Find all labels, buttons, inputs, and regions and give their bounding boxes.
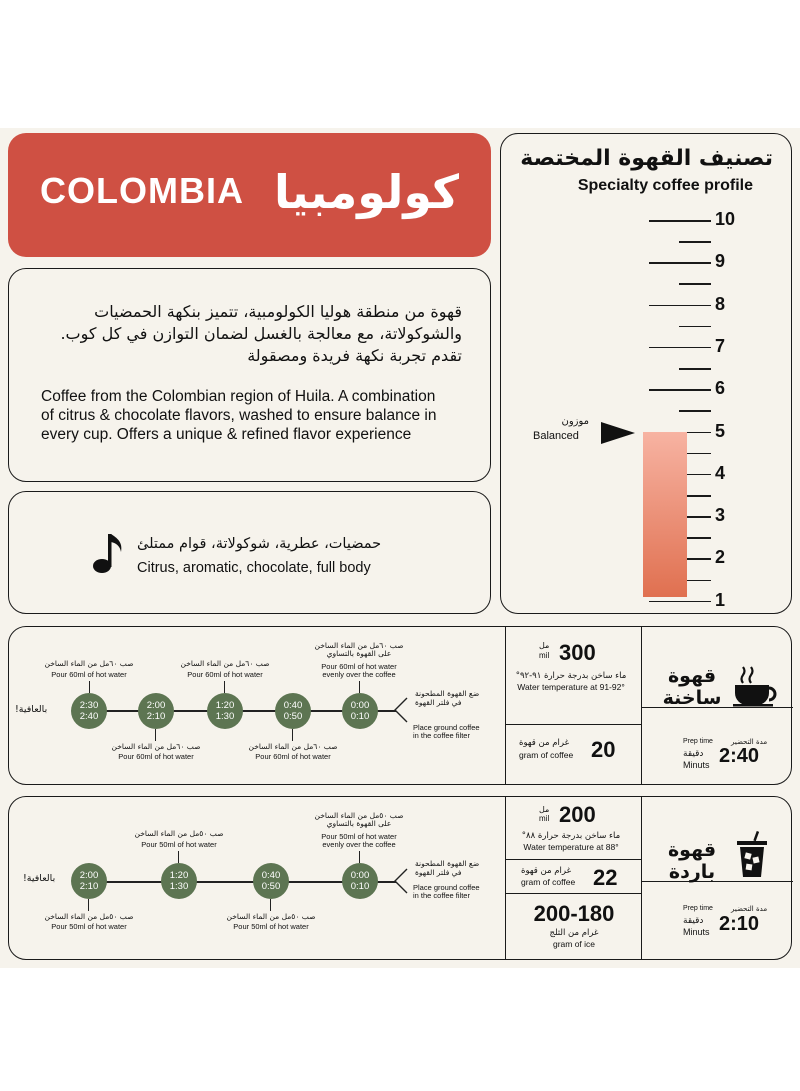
cold-top2-en: Pour 50ml of hot water [141,840,217,849]
scale-minor-tick [679,410,711,412]
hot-start-en-1: Place ground coffee [413,723,480,732]
cold-water-temp-en: Water temperature at 88° [523,842,619,852]
scale-major-tick [649,389,711,391]
divider [641,627,642,784]
cold-bot2-en: Pour 50ml of hot water [51,922,127,931]
scale-major-tick [649,220,711,222]
scale-label: 7 [715,335,726,356]
cold-coffee-en: gram of coffee [521,877,576,887]
cold-coffee-ar: غرام من قهوة [521,866,572,876]
hot-coffee-en: gram of coffee [519,750,574,760]
hot-top1-en-1: Pour 60ml of hot water [321,662,397,671]
cold-time-unit-en: Minuts [683,927,710,937]
stem [292,729,293,741]
flavor-notes-panel [8,491,491,614]
cold-water-amount: 200 [559,802,596,827]
hot-node-1: 0:00 0:10 [342,693,378,729]
scale-major-tick [649,347,711,349]
cold-time-unit-ar: دقيقة [683,916,704,926]
hot-node-4: 2:00 2:10 [138,693,174,729]
scale-label: 10 [715,209,736,229]
hot-top3-en: Pour 60ml of hot water [51,670,127,679]
scale-label: 3 [715,505,726,526]
cold-water-temp-ar: ماء ساخن بدرجة حرارة ٨٨° [521,831,621,841]
marker-label-english: Balanced [533,429,579,442]
cold-ice-ar: غرام من الثلج [549,928,599,938]
hot-water-temp-ar: ماء ساخن بدرجة حرارة ٩١-٩٢° [515,671,627,681]
hot-title-arabic-2: ساخنة [662,687,722,709]
hot-coffee-amount: 20 [591,737,616,762]
pointer-arrow-icon [601,422,637,444]
cold-bot1-ar: صب ٥٠مل من الماء الساخن [226,912,316,921]
scale-minor-tick [679,326,711,328]
hot-top1-ar-1: صب ٦٠مل من الماء الساخن [314,641,404,650]
cold-top1-en-2: evenly over the coffee [322,840,396,849]
profile-level-bar [643,432,687,597]
hot-node-2: 0:40 0:50 [275,693,311,729]
divider [505,859,641,860]
hot-top1-ar-2: على القهوة بالتساوي [326,649,392,658]
cold-prep-en: Prep time [683,905,713,912]
scale-minor-tick [679,241,711,243]
scale-label: 5 [715,420,726,441]
hot-node-5: 2:30 2:40 [71,693,107,729]
hot-prep-time: 2:40 [719,745,760,767]
hot-top2-en: Pour 60ml of hot water [187,670,263,679]
description-english-2: of citrus & chocolate flavors, washed to ensure balance in [41,407,437,424]
profile-title-english: Specialty coffee profile [577,177,753,194]
hot-end-label: بالعافية! [15,704,48,715]
description-english-3: every cup. Offers a unique & refined flavor experience [41,426,412,443]
stem [359,851,360,863]
cold-start-en-2: in the coffee filter [413,891,470,900]
stem [224,681,225,693]
hot-bot1-en: Pour 60ml of hot water [255,752,331,761]
hot-top1-en-2: evenly over the coffee [322,670,396,679]
cold-water-unit-en: mil [539,814,550,823]
title-arabic: كولومبيا [273,165,459,219]
marker-label-arabic: موزون [561,415,589,427]
cold-node-2: 0:40 0:50 [253,863,289,899]
cold-title-arabic-1: قهوة [667,839,717,861]
hot-prep-en: Prep time [683,738,713,745]
iced-cup-icon [735,831,769,879]
scale-major-tick [649,601,711,603]
hot-time-unit-ar: دقيقة [683,749,704,759]
cold-title-arabic-2: باردة [668,861,716,883]
cold-top2-ar: صب ٥٠مل من الماء الساخن [134,829,224,838]
hot-bot1-ar: صب ٦٠مل من الماء الساخن [248,742,338,751]
cold-water-unit-ar: مل [539,805,550,814]
cold-top1-ar-1: صب ٥٠مل من الماء الساخن [314,811,404,820]
scale-label: 8 [715,293,726,314]
hot-cup-icon [731,665,779,707]
cold-node-1: 0:00 0:10 [342,863,378,899]
scale-minor-tick [679,368,711,370]
flavor-notes-arabic: حمضيات، عطرية، شوكولاتة، قوام ممتلئ [137,536,382,552]
scale-label: 9 [715,251,726,272]
cold-bot1-en: Pour 50ml of hot water [233,922,309,931]
cold-top1-en-1: Pour 50ml of hot water [321,832,397,841]
flavor-notes-english: Citrus, aromatic, chocolate, full body [137,560,371,576]
stem [89,681,90,693]
stem [270,899,271,911]
hot-top2-ar: صب ٦٠مل من الماء الساخن [180,659,270,668]
cold-bot2-ar: صب ٥٠مل من الماء الساخن [44,912,134,921]
cold-prep-ar: مدة التحضير [731,905,768,913]
description-panel [8,268,491,482]
hot-start-ar-2: في فلتر القهوة [415,698,462,707]
stem [155,729,156,741]
cold-start-ar-2: في فلتر القهوة [415,868,462,877]
scale-label: 6 [715,378,726,399]
hot-water-unit-ar: مل [539,641,550,650]
hot-coffee-ar: غرام من قهوة [519,738,570,748]
scale-major-tick [649,305,711,307]
hot-node-3: 1:20 1:30 [207,693,243,729]
profile-panel [500,133,792,614]
hot-water-temp-en: Water temperature at 91-92° [517,682,625,692]
scale-label: 1 [715,589,726,610]
profile-title-arabic: تصنيف القهوة المختصة [520,146,773,171]
cold-ice-en: gram of ice [552,939,596,949]
hot-time-unit-en: Minuts [683,760,710,770]
description-english-1: Coffee from the Colombian region of Huila. A combination [41,388,436,405]
scale-label: 4 [715,462,726,483]
divider [505,893,641,894]
music-note-icon [91,530,127,576]
description-arabic-3: تقدم تجربة نكهة فريدة ومصقولة [247,346,462,365]
cold-coffee-amount: 22 [593,865,618,890]
hot-start-ar-1: ضع القهوة المطحونة [415,689,480,698]
scale-major-tick [649,262,711,264]
description-arabic-2: والشوكولاتة، مع معالجة بالغسل لضمان التوازن في كل كوب. [60,324,462,343]
hot-prep-ar: مدة التحضير [731,738,768,746]
cold-start-en-1: Place ground coffee [413,883,480,892]
stem [88,899,89,911]
cold-start-ar-1: ضع القهوة المطحونة [415,859,480,868]
cold-node-4: 2:00 2:10 [71,863,107,899]
hot-bot2-ar: صب ٦٠مل من الماء الساخن [111,742,201,751]
cold-prep-time: 2:10 [719,913,760,935]
cold-ice-amount: 200-180 [533,901,615,926]
cold-coffee-panel [8,796,792,960]
hot-water-amount: 300 [559,640,596,665]
description-arabic-1: قهوة من منطقة هوليا الكولومبية، تتميز بنكهة الحمضيات [94,302,462,321]
cold-node-3: 1:20 1:30 [161,863,197,899]
stem [359,681,360,693]
divider [505,797,506,959]
stem [178,851,179,863]
divider [641,797,642,959]
hot-title-arabic-1: قهوة [667,665,717,687]
hot-bot2-en: Pour 60ml of hot water [118,752,194,761]
hot-top3-ar: صب ٦٠مل من الماء الساخن [44,659,134,668]
scale-minor-tick [679,283,711,285]
hot-water-unit-en: mil [539,651,550,660]
divider [505,627,506,784]
cold-end-label: بالعافية! [23,873,56,884]
title-english: COLOMBIA [40,170,244,211]
scale-label: 2 [715,547,726,568]
hot-start-en-2: in the coffee filter [413,731,470,740]
hot-coffee-panel [8,626,792,785]
divider [505,724,641,725]
cold-top1-ar-2: على القهوة بالتساوي [326,819,392,828]
